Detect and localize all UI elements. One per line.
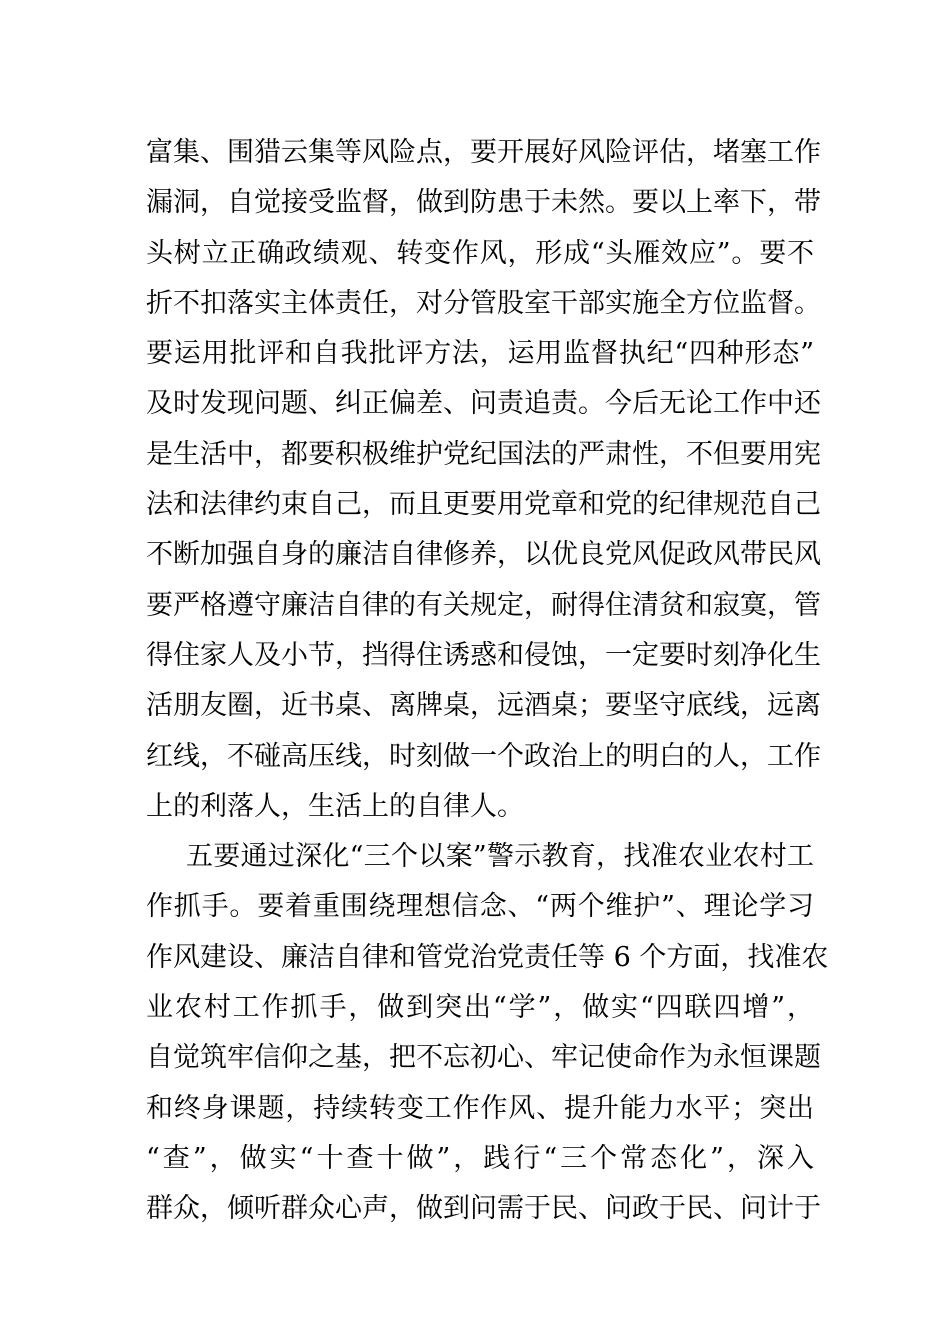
- text-line: 富集、围猎云集等风险点，要开展好风险评估，堵塞工作: [146, 137, 821, 168]
- text-line: 及时发现问题、纠正偏差、问责追责。今后无论工作中还: [146, 388, 821, 420]
- text-line: 作风建设、廉洁自律和管党治党责任等 6 个方面，找准农: [146, 941, 829, 973]
- text-line: “查”，做实“十查十做”，践行“三个常态化”，深入: [146, 1142, 814, 1174]
- text-line: 得住家人及小节，挡得住诱惑和侵蚀，一定要时刻净化生: [146, 639, 821, 671]
- body-text: [146, 128, 829, 1235]
- text-line: 红线，不碰高压线，时刻做一个政治上的明白的人，工作: [146, 740, 821, 772]
- text-line: 和终身课题，持续转变工作作风、提升能力水平；突出: [146, 1092, 814, 1124]
- text-line: 业农村工作抓手，做到突出“学”，做实“四联四增”，: [146, 992, 814, 1024]
- text-line: 要严格遵守廉洁自律的有关规定，耐得住清贫和寂寞，管: [146, 589, 821, 621]
- text-line: 作抓手。要着重围绕理想信念、“两个维护”、理论学习: [146, 891, 814, 923]
- text-line: 自觉筑牢信仰之基，把不忘初心、牢记使命作为永恒课题: [146, 1042, 821, 1074]
- text-line: 法和法律约束自己，而且更要用党章和党的纪律规范自己: [146, 489, 821, 521]
- text-line: 上的利落人，生活上的自律人。: [146, 790, 524, 822]
- text-line: 折不扣落实主体责任，对分管股室干部实施全方位监督。: [146, 287, 821, 319]
- text-line: 群众，倾听群众心声，做到问需于民、问政于民、问计于: [146, 1193, 821, 1225]
- text-line: 不断加强自身的廉洁自律修养，以优良党风促政风带民风: [146, 539, 821, 571]
- text-line: 是生活中，都要积极维护党纪国法的严肃性，不但要用宪: [146, 438, 821, 470]
- paragraph-first-line: 五要通过深化“三个以案”警示教育，找准农业农村工: [186, 841, 814, 873]
- text-line: 漏洞，自觉接受监督，做到防患于未然。要以上率下，带: [146, 187, 821, 219]
- text-line: 要运用批评和自我批评方法，运用监督执纪“四种形态”: [146, 338, 814, 370]
- text-line: 头树立正确政绩观、转变作风，形成“头雁效应”。要不: [146, 237, 814, 269]
- text-line: 活朋友圈，近书桌、离牌桌，远酒桌；要坚守底线，远离: [146, 690, 821, 722]
